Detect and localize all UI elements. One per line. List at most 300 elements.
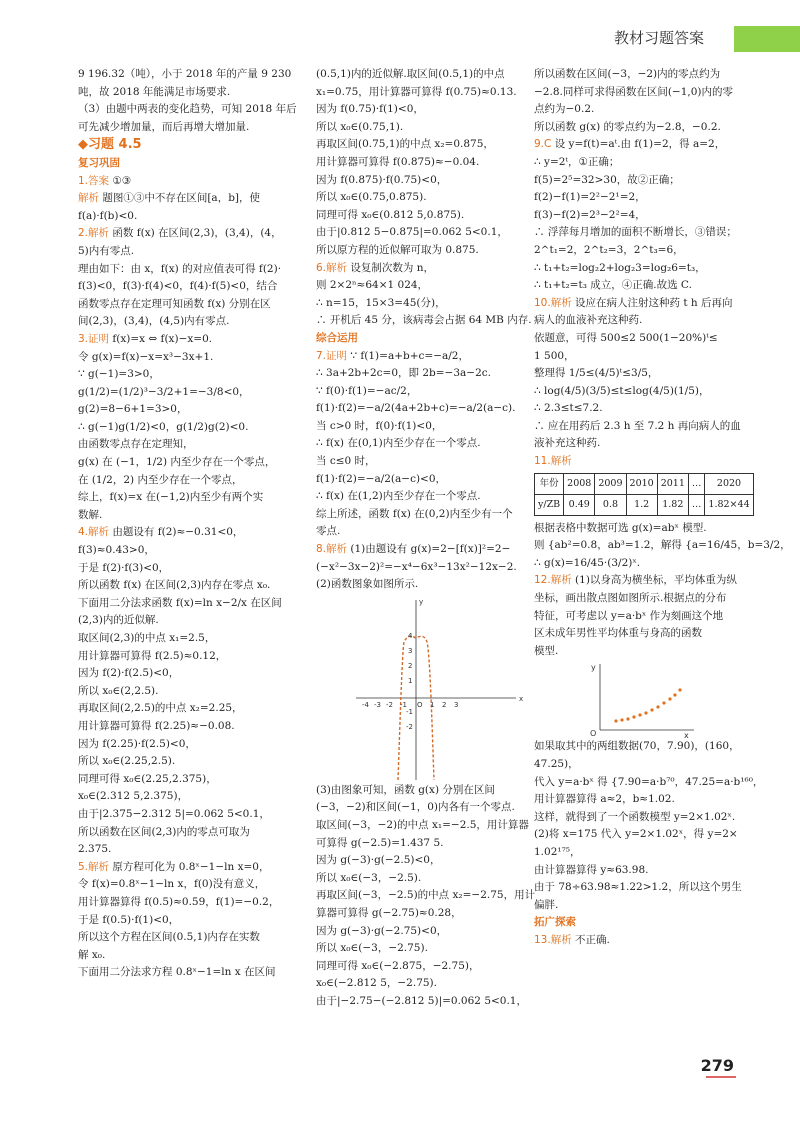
text-line [316,993,546,1011]
text-line [78,349,308,367]
question-label: 12.解析 [534,574,572,587]
text-content: g(1/2)=(1/2)³−3/2+1=−3/8<0， [78,385,250,398]
table-cell: 1.82 [657,494,688,515]
text-line [316,400,546,418]
text-line [78,313,308,331]
text-content: 设复制次数为 n， [347,261,434,274]
text-line [534,932,734,950]
text-line [534,119,734,137]
scatter-plot [534,660,734,738]
text-content: 用计算器算得 a≈2，b≈1.02. [534,793,675,806]
text-content: ∴ y=2ᵗ，①正确； [534,155,620,168]
text-line [78,489,308,507]
text-content: 所以原方程的近似解可取为 0.875. [316,243,479,256]
text-line [78,454,308,472]
text-line [534,590,734,608]
table-cell: 2020 [705,473,753,494]
text-line [78,173,308,191]
text-line [78,912,308,930]
text-line [534,643,734,661]
question-label: 3.证明 [78,332,110,345]
tick-x-neg1: -1 [400,700,407,709]
text-content: 取区间(−3，−2)的中点 x₁=−2.5，用计算器 [316,819,529,831]
text-line [78,190,308,208]
text-content: 由于|2.375−2.312 5|=0.062 5<0.1， [78,807,270,820]
text-content: f(3)−f(2)=2³−2²=4， [534,208,646,221]
text-content: f(3)<0，f(3)·f(4)<0，f(4)·f(5)<0，结合 [78,280,278,293]
text-content: f(3)≈0.43>0， [78,544,155,557]
text-line [534,66,734,84]
text-line [78,824,308,842]
text-line [78,700,308,718]
header-accent-block [734,26,800,52]
column-right-top [534,66,741,471]
text-line [316,242,546,260]
text-line [534,418,741,436]
text-content: 所以 x₀∈(0.75,0.875). [316,191,427,204]
text-line [534,879,742,897]
text-content: (2,3)内的近似解. [78,614,159,627]
text-content: ∴ f(x) 在(1,2)内至少存在一个零点. [316,490,481,503]
text-content: 设 y=f(t)=aᵗ.由 f(1)=2，得 a=2， [551,138,726,151]
text-line [316,541,546,559]
text-line [78,947,308,965]
question-label: 6.解析 [316,261,348,274]
text-content: 由题设有 f(2)≈−0.31<0， [109,526,244,539]
section-heading: 复习巩固 [78,156,120,169]
column-left [78,66,308,982]
text-content: 由于|0.812 5−0.875|=0.062 5<0.1， [316,226,508,239]
text-line [316,154,546,172]
text-content: 令 g(x)=f(x)−x=x³−3x+1. [78,350,214,363]
question-label: 2.解析 [78,227,110,240]
text-content: 再取区间(0.75,1)的中点 x₂=0.875， [316,138,494,151]
text-line [316,523,546,541]
text-line [316,488,546,506]
text-line [78,894,308,912]
tick-x-1: 1 [430,700,435,709]
text-line [78,524,308,542]
text-content: 理由如下：由 x，f(x) 的对应值表可得 f(2)· [78,262,282,275]
text-line [316,189,546,207]
text-content: ∴ 应在用药后 2.3 h 至 7.2 h 再向病人的血 [534,419,741,432]
text-line [316,576,546,594]
table-cell: 2008 [564,473,595,494]
text-line [534,154,734,172]
question-label: 8.解析 [316,543,348,556]
text-content: ∴ g(−1)g(1/2)<0，g(1/2)g(2)<0. [78,420,249,433]
text-line [78,401,308,419]
text-line [78,472,308,490]
text-content: 所以 x₀∈(2,2.5). [78,684,159,697]
text-line [78,225,308,243]
text-content: 函数零点存在定理可知函数 f(x) 分别在区 [78,297,271,310]
text-content: （3）由题中两表的变化趋势，可知 2018 年后 [78,103,297,116]
tick-y-3: 3 [408,646,413,655]
text-line [78,261,308,279]
text-line [78,101,308,119]
text-content: 由计算器算得 y≈63.98. [534,863,649,876]
text-content: (−x²−3x−2)²=−x⁴−6x³−13x²−12x−2. [316,560,517,573]
text-line [78,859,308,877]
text-content: 2.375. [78,843,112,856]
text-content: 坐标，画出散点图如图所示.根据点的分布 [534,592,727,605]
text-content: 因为 g(−3)·g(−2.75)<0， [316,924,448,937]
text-content: 模型. [534,644,559,657]
column-right-middle [534,520,791,661]
text-content: 偏胖. [534,898,559,911]
question-label: 4.解析 [78,526,110,539]
text-content: 则 2×2ⁿ≈64×1 024， [316,279,429,292]
question-label: 5.解析 [78,860,110,873]
text-line [534,520,734,538]
text-content: ∵ f(0)·f(1)=−ac/2， [316,384,418,397]
text-line [534,572,737,590]
text-content: 取区间(2,3)的中点 x₁=2.5， [78,632,216,644]
column-middle-bottom [316,782,546,1011]
text-content: ∴ 2.3≤t≤7.2. [534,402,603,415]
text-line [78,560,308,578]
text-line [534,365,734,383]
text-line [534,791,734,809]
text-content: 所以 x₀∈(0.75,1). [316,120,404,133]
text-line [534,312,734,330]
text-content: 用计算器算得 f(0.5)≈0.59，f(1)=−0.2， [78,895,280,908]
text-line [78,577,308,595]
text-line [316,835,546,853]
text-content: 题图①③中不存在区间[a，b]，使 [99,192,261,205]
table-row [535,494,754,515]
table-cell: 2010 [626,473,657,494]
text-line [78,542,308,560]
text-line [534,295,734,313]
table-cell: 年份 [535,473,564,494]
text-line [78,630,308,648]
text-line [316,887,546,905]
text-line [534,914,734,932]
text-line [78,66,308,84]
scatter-ylabel: y [591,663,596,673]
text-content: 同理可得 x₀∈(0.812 5,0.875). [316,208,465,221]
text-line [534,101,734,119]
text-line [78,119,308,137]
text-line [534,189,734,207]
tick-x-neg4: -4 [362,700,369,709]
text-line [78,278,308,296]
question-label: 11.解析 [534,455,572,468]
text-content: 病人的血液补充这种药. [534,314,643,327]
text-content: 当 c>0 时，f(0)·f(1)<0， [316,419,443,432]
text-content: 所以函数在区间(−3，−2)内的零点约为 [534,68,721,80]
text-line [78,507,308,525]
text-line [534,224,737,242]
text-content: 可先减少增加量，而后再增大增加量. [78,120,250,133]
text-content: f(x)=x ⇔ f(x)−x=0. [109,332,213,345]
text-content: 间(2,3)，(3,4)，(4,5)内有零点. [78,315,230,328]
text-line [78,753,308,771]
text-content: (2)函数图象如图所示. [316,578,419,591]
text-content: 用计算器可算得 f(2.5)≈0.12， [78,649,227,662]
text-content: (1)由题设有 g(x)=2−[f(x)]²=2− [347,543,511,556]
tick-y-2: 2 [408,661,413,670]
text-line [316,101,546,119]
question-label: 10.解析 [534,296,572,309]
exercise-heading: ◆习题 4.5 [78,137,142,153]
text-line [316,260,546,278]
text-content: 同理可得 x₀∈(−2.875，−2.75)， [316,959,480,972]
text-content: 数解. [78,508,103,521]
text-content: 47.25)， [534,758,579,770]
text-line [316,418,546,436]
text-content: f(1)·f(2)=−a/2(4a+2b+c)=−a/2(a−c). [316,402,516,415]
text-content: 9 196.32（吨），小于 2018 年的产量 9 230 [78,68,292,80]
text-content: ∴ log(4/5)(3/5)≤t≤log(4/5)(1/5)， [534,384,710,397]
text-line [316,905,546,923]
text-content: 代入 y=a·bˣ 得 {7.90=a·b⁷⁰，47.25=a·b¹⁶⁰， [534,775,764,788]
text-line [316,870,546,888]
text-content: 可算得 g(−2.5)=1.437 5. [316,836,444,849]
text-content: 在 (1/2，2) 内至少存在一个零点， [78,473,243,486]
column-right [534,66,791,950]
text-line [316,940,546,958]
text-line [316,383,546,401]
table-cell: 1.82×44 [705,494,753,515]
question-label: 7.证明 [316,349,348,362]
text-line [78,718,308,736]
scatter-points [614,689,681,723]
text-line [78,384,308,402]
text-line [534,862,734,880]
table-cell: 2011 [657,473,688,494]
tick-x-neg2: -2 [386,700,393,709]
text-line [534,330,734,348]
text-content: 因为 g(−3)·g(−2.5)<0， [316,854,441,867]
text-line [534,844,734,862]
text-line [78,806,308,824]
text-line [316,348,546,366]
text-line [534,756,734,774]
text-content: 点约为−0.2. [534,103,595,116]
text-content: f(5)=2⁵=32>30，故②正确； [534,173,680,186]
text-content: 于是 f(2)·f(3)<0， [78,561,170,574]
text-line [316,136,546,154]
text-content: 零点. [316,525,341,538]
text-content: 不正确. [571,933,610,946]
text-content: 这样，就得到了一个函数模型 y=2×1.02ˣ. [534,810,736,823]
text-content: g(2)=8−6+1=3>0， [78,403,188,416]
text-content: ∴ t₁+t₂=t₃ 成立，④正确.故选 C. [534,279,692,292]
text-line [534,242,734,260]
text-line [534,774,764,792]
text-content: 函数 f(x) 在区间(2,3)，(3,4)，(4， [109,227,282,240]
text-line [534,826,738,844]
text-line [78,648,308,666]
table-cell: 2009 [595,473,626,494]
text-content: 下面用二分法求方程 0.8ˣ−1=ln x 在区间 [78,966,276,979]
text-line [534,277,734,295]
text-content: 5)内有零点. [78,244,135,257]
text-content: 解 x₀. [78,948,106,961]
tick-y-4: 4 [408,631,413,640]
text-content: 当 c≤0 时， [316,455,376,468]
tick-y-neg2: -2 [406,722,413,731]
text-line [534,435,734,453]
text-line [78,771,308,789]
text-line [316,277,546,295]
column-middle-top [316,66,546,594]
text-line [316,799,546,817]
text-content: 综上所述，函数 f(x) 在(0,2)内至少有一个 [316,507,513,520]
text-content: 区未成年男性平均体重与身高的函数 [534,627,702,640]
text-content: 2^t₁=2，2^t₂=3，2^t₃=6， [534,243,684,256]
tick-x-neg3: -3 [374,700,381,709]
text-line [78,665,308,683]
text-line [316,471,546,489]
text-content: 如果取其中的两组数据(70，7.90)，(160， [534,740,740,753]
text-content: ∴ g(x)=16/45·(3/2)ˣ. [534,556,641,569]
text-line [316,435,546,453]
text-line [78,331,308,349]
text-line [78,419,308,437]
table-cell: 0.49 [564,494,595,515]
text-line [78,436,308,454]
text-line [534,136,734,154]
text-content: f(2)−f(1)=2²−2¹=2， [534,191,646,204]
text-line [78,736,308,754]
origin-label: O [417,700,423,709]
page-number-underline [706,1076,736,1078]
text-content: 吨，故 2018 年能满足市场要求. [78,85,231,98]
text-line [316,559,546,577]
text-content: 根据表格中数据可选 g(x)=abˣ 模型. [534,521,707,534]
text-content: 下面用二分法求函数 f(x)=ln x−2/x 在区间 [78,596,282,609]
text-content: 整理得 1/5≤(4/5)ᵗ≤3/5， [534,367,659,380]
text-line [78,876,308,894]
text-line [534,555,734,573]
text-content: 所以这个方程在区间(0.5,1)内存在实数 [78,931,260,944]
text-line [78,208,308,226]
text-line [534,738,740,756]
text-line [316,453,546,471]
text-line [534,453,734,471]
text-line [534,625,734,643]
text-line [78,296,308,314]
text-line [316,66,546,84]
text-line [78,595,308,613]
text-content: 因为 f(0.75)·f(1)<0， [316,103,424,116]
text-content: ∵ f(1)=a+b+c=−a/2， [347,349,469,362]
text-line [316,852,546,870]
text-line [534,897,734,915]
text-line [534,348,734,366]
text-line [78,243,308,261]
text-line [316,207,546,225]
text-content: 用计算器可算得 f(0.875)≈−0.04. [316,155,480,168]
text-content: 所以 x₀∈(2.25,2.5). [78,755,176,768]
text-line [78,964,308,982]
text-content: 由函数零点存在定理知， [78,438,194,451]
scatter-xlabel: x [684,731,689,739]
text-line [78,683,308,701]
text-line [78,788,308,806]
text-content: 1.02¹⁷⁵， [534,845,581,858]
text-line [316,958,546,976]
text-content: ∵ g(−1)=3>0， [78,368,160,381]
text-line [78,155,308,173]
text-content: 设应在病人注射这种药 t h 后再向 [571,296,733,309]
table-cell: 1.2 [626,494,657,515]
text-content: (−3，−2)和区间(−1，0)内各有一个零点. [316,801,515,814]
text-line [316,923,546,941]
axis-label-y: y [419,597,424,606]
text-line [316,312,546,330]
text-content: (0.5,1)内的近似解.取区间(0.5,1)的中点 [316,68,505,80]
text-content: 于是 f(0.5)·f(1)<0， [78,913,180,926]
text-content: 由于 78÷63.98≈1.22>1.2，所以这个男生 [534,881,742,894]
text-line [316,84,546,102]
table-header-row [535,473,754,494]
text-content: ∴ f(x) 在(0,1)内至少存在一个零点. [316,437,481,450]
text-line [534,400,734,418]
text-line [316,119,546,137]
text-line [316,365,546,383]
text-line [534,809,734,827]
text-content: 1 500， [534,349,575,362]
text-content: 算器可算得 g(−2.75)≈0.28， [316,906,462,919]
text-content: 则 {ab²=0.8，ab³=1.2，解得 {a=16/45，b=3/2， [534,539,791,552]
text-content: 用计算器可算得 f(2.25)≈−0.08. [78,719,235,732]
text-content: 特征，可考虑以 y=a·bˣ 作为刻画这个地 [534,609,724,622]
text-line [534,537,791,555]
text-content: 液补充这种药. [534,437,601,450]
data-table [534,473,754,516]
text-line [316,817,546,835]
text-content: 所以 x₀∈(−3，−2.75). [316,942,428,955]
section-heading: 综合运用 [316,331,358,344]
section-heading: 拓广探索 [534,916,576,929]
text-content: 由于|−2.75−(−2.812 5)|=0.062 5<0.1， [316,994,527,1007]
text-line [534,172,734,190]
tick-y-neg1: -1 [406,707,413,716]
text-content: 原方程可化为 0.8ˣ−1−ln x=0， [109,860,270,873]
text-line [316,172,546,190]
text-line [534,84,734,102]
text-content: −2.8.同样可求得函数在区间(−1,0)内的零 [534,85,734,98]
function-graph [316,594,546,782]
tick-x-2: 2 [442,700,447,709]
text-content: 因为 f(0.875)·f(0.75)<0， [316,173,448,186]
question-label: 13.解析 [534,933,572,946]
text-content: 所以函数 f(x) 在区间(2,3)内存在零点 x₀. [78,579,271,592]
text-content: ∴ 浮萍每月增加的面积不断增长，③错误； [534,226,737,239]
text-line [78,136,308,155]
text-content: ∴ 3a+2b+2c=0，即 2b=−3a−2c. [316,367,491,380]
text-content: 依题意，可得 500≤2 500(1−20%)ᵗ≤ [534,331,718,344]
text-content: 综上，f(x)=x 在(−1,2)内至少有两个实 [78,491,264,504]
question-label: 解析 [78,192,99,205]
table-cell: … [688,494,705,515]
text-content: 再取区间(2,2.5)的中点 x₂=2.25， [78,702,243,715]
text-content: x₀∈(2.312 5,2.375)， [78,790,189,803]
text-line [316,782,546,800]
text-line [78,366,308,384]
text-line [534,608,734,626]
header-title: 教材习题答案 [613,29,704,47]
text-content: (2)将 x=175 代入 y=2×1.02ˣ，得 y=2× [534,828,738,841]
table-cell: 0.8 [595,494,626,515]
text-content: 因为 f(2.25)·f(2.5)<0， [78,737,196,750]
text-line [316,975,546,993]
